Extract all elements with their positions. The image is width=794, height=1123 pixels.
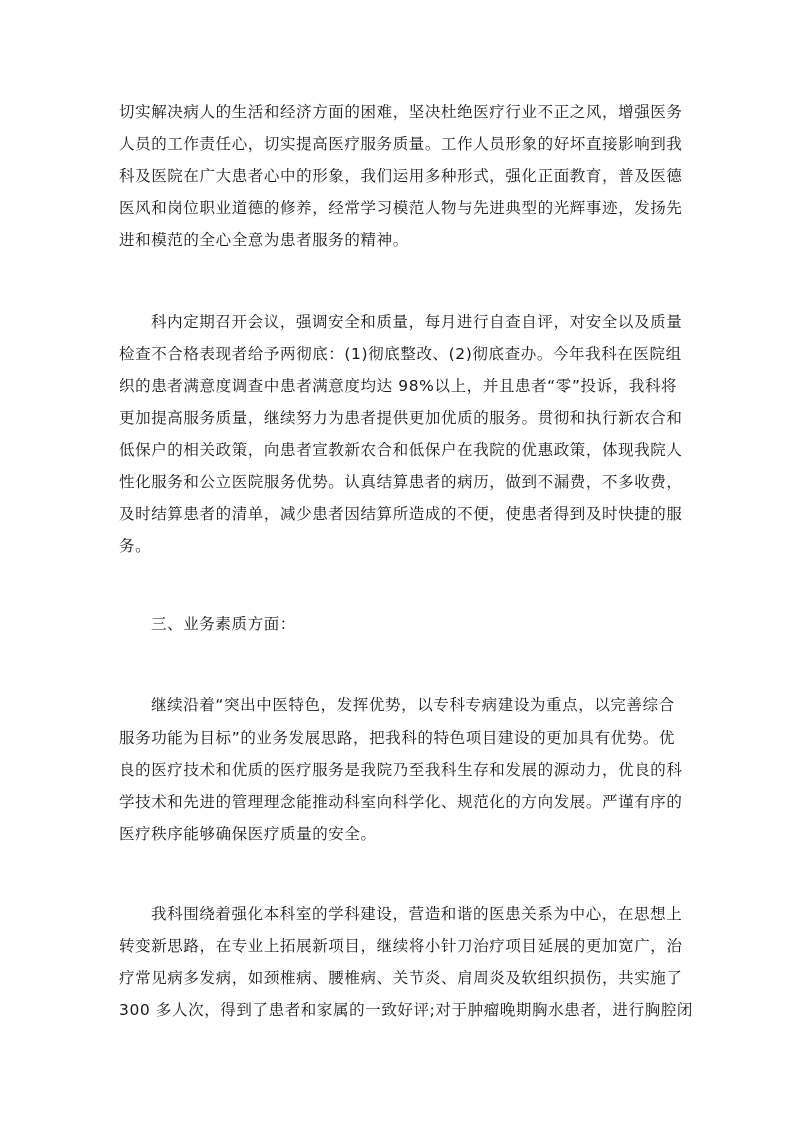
paragraph-2-line-3: 织的患者满意度调查中患者满意度均达 98%以上，并且患者“零”投诉，我科将 xyxy=(119,377,678,395)
paragraph-5-line-4: 300 多人次，得到了患者和家属的一致好评;对于肿瘤晚期胸水患者，进行胸腔闭 xyxy=(119,1001,694,1019)
paragraph-1-line-2: 人员的工作责任心，切实提高医疗服务质量。工作人员形象的好坏直接影响到我 xyxy=(119,135,683,153)
paragraph-5-line-1: 我科围绕着强化本科室的学科建设，营造和谐的医患关系为中心，在思想上 xyxy=(151,905,683,923)
paragraph-4-line-2: 服务功能为目标”的业务发展思路，把我科的特色项目建设的更加具有优势。优 xyxy=(119,729,676,747)
paragraph-1-line-1: 切实解决病人的生活和经济方面的困难，坚决杜绝医疗行业不正之风，增强医务 xyxy=(119,103,683,121)
paragraph-4-line-4: 学技术和先进的管理理念能推动科室向科学化、规范化的方向发展。严谨有序的 xyxy=(119,793,683,811)
paragraph-1-line-4: 医风和岗位职业道德的修养，经常学习模范人物与先进典型的光辉事迹，发扬先 xyxy=(119,199,683,217)
paragraph-2-line-1: 科内定期召开会议，强调安全和质量，每月进行自查自评，对安全以及质量 xyxy=(151,313,683,331)
paragraph-5-line-2: 转变新思路，在专业上拓展新项目，继续将小针刀治疗项目延展的更加宽广，治 xyxy=(119,937,683,955)
paragraph-2-line-8: 务。 xyxy=(119,537,152,555)
paragraph-2-line-4: 更加提高服务质量，继续努力为患者提供更加优质的服务。贯彻和执行新农合和 xyxy=(119,409,683,427)
paragraph-1-line-5: 进和模范的全心全意为患者服务的精神。 xyxy=(119,231,409,249)
paragraph-2-line-6: 性化服务和公立医院服务优势。认真结算患者的病历，做到不漏费，不多收费， xyxy=(119,473,683,491)
paragraph-2-line-2: 检查不合格表现者给予两彻底：(1)彻底整改、(2)彻底查办。今年我科在医院组 xyxy=(119,345,682,363)
paragraph-5-line-3: 疗常见病多发病，如颈椎病、腰椎病、关节炎、肩周炎及软组织损伤，共实施了 xyxy=(119,969,683,987)
paragraph-2-line-7: 及时结算患者的清单，减少患者因结算所造成的不便，使患者得到及时快捷的服 xyxy=(119,505,683,523)
paragraph-2-line-5: 低保户的相关政策，向患者宣教新农合和低保户在我院的优惠政策，体现我院人 xyxy=(119,441,683,459)
paragraph-4-line-5: 医疗秩序能够确保医疗质量的安全。 xyxy=(119,825,377,843)
paragraph-1-line-3: 科及医院在广大患者心中的形象，我们运用多种形式，强化正面教育，普及医德 xyxy=(119,167,683,185)
paragraph-4-line-3: 良的医疗技术和优质的医疗服务是我院乃至我科生存和发展的源动力，优良的科 xyxy=(119,761,683,779)
paragraph-4-line-1: 继续沿着“突出中医特色，发挥优势，以专科专病建设为重点，以完善综合 xyxy=(151,696,675,714)
section-heading: 三、业务素质方面： xyxy=(151,615,296,633)
